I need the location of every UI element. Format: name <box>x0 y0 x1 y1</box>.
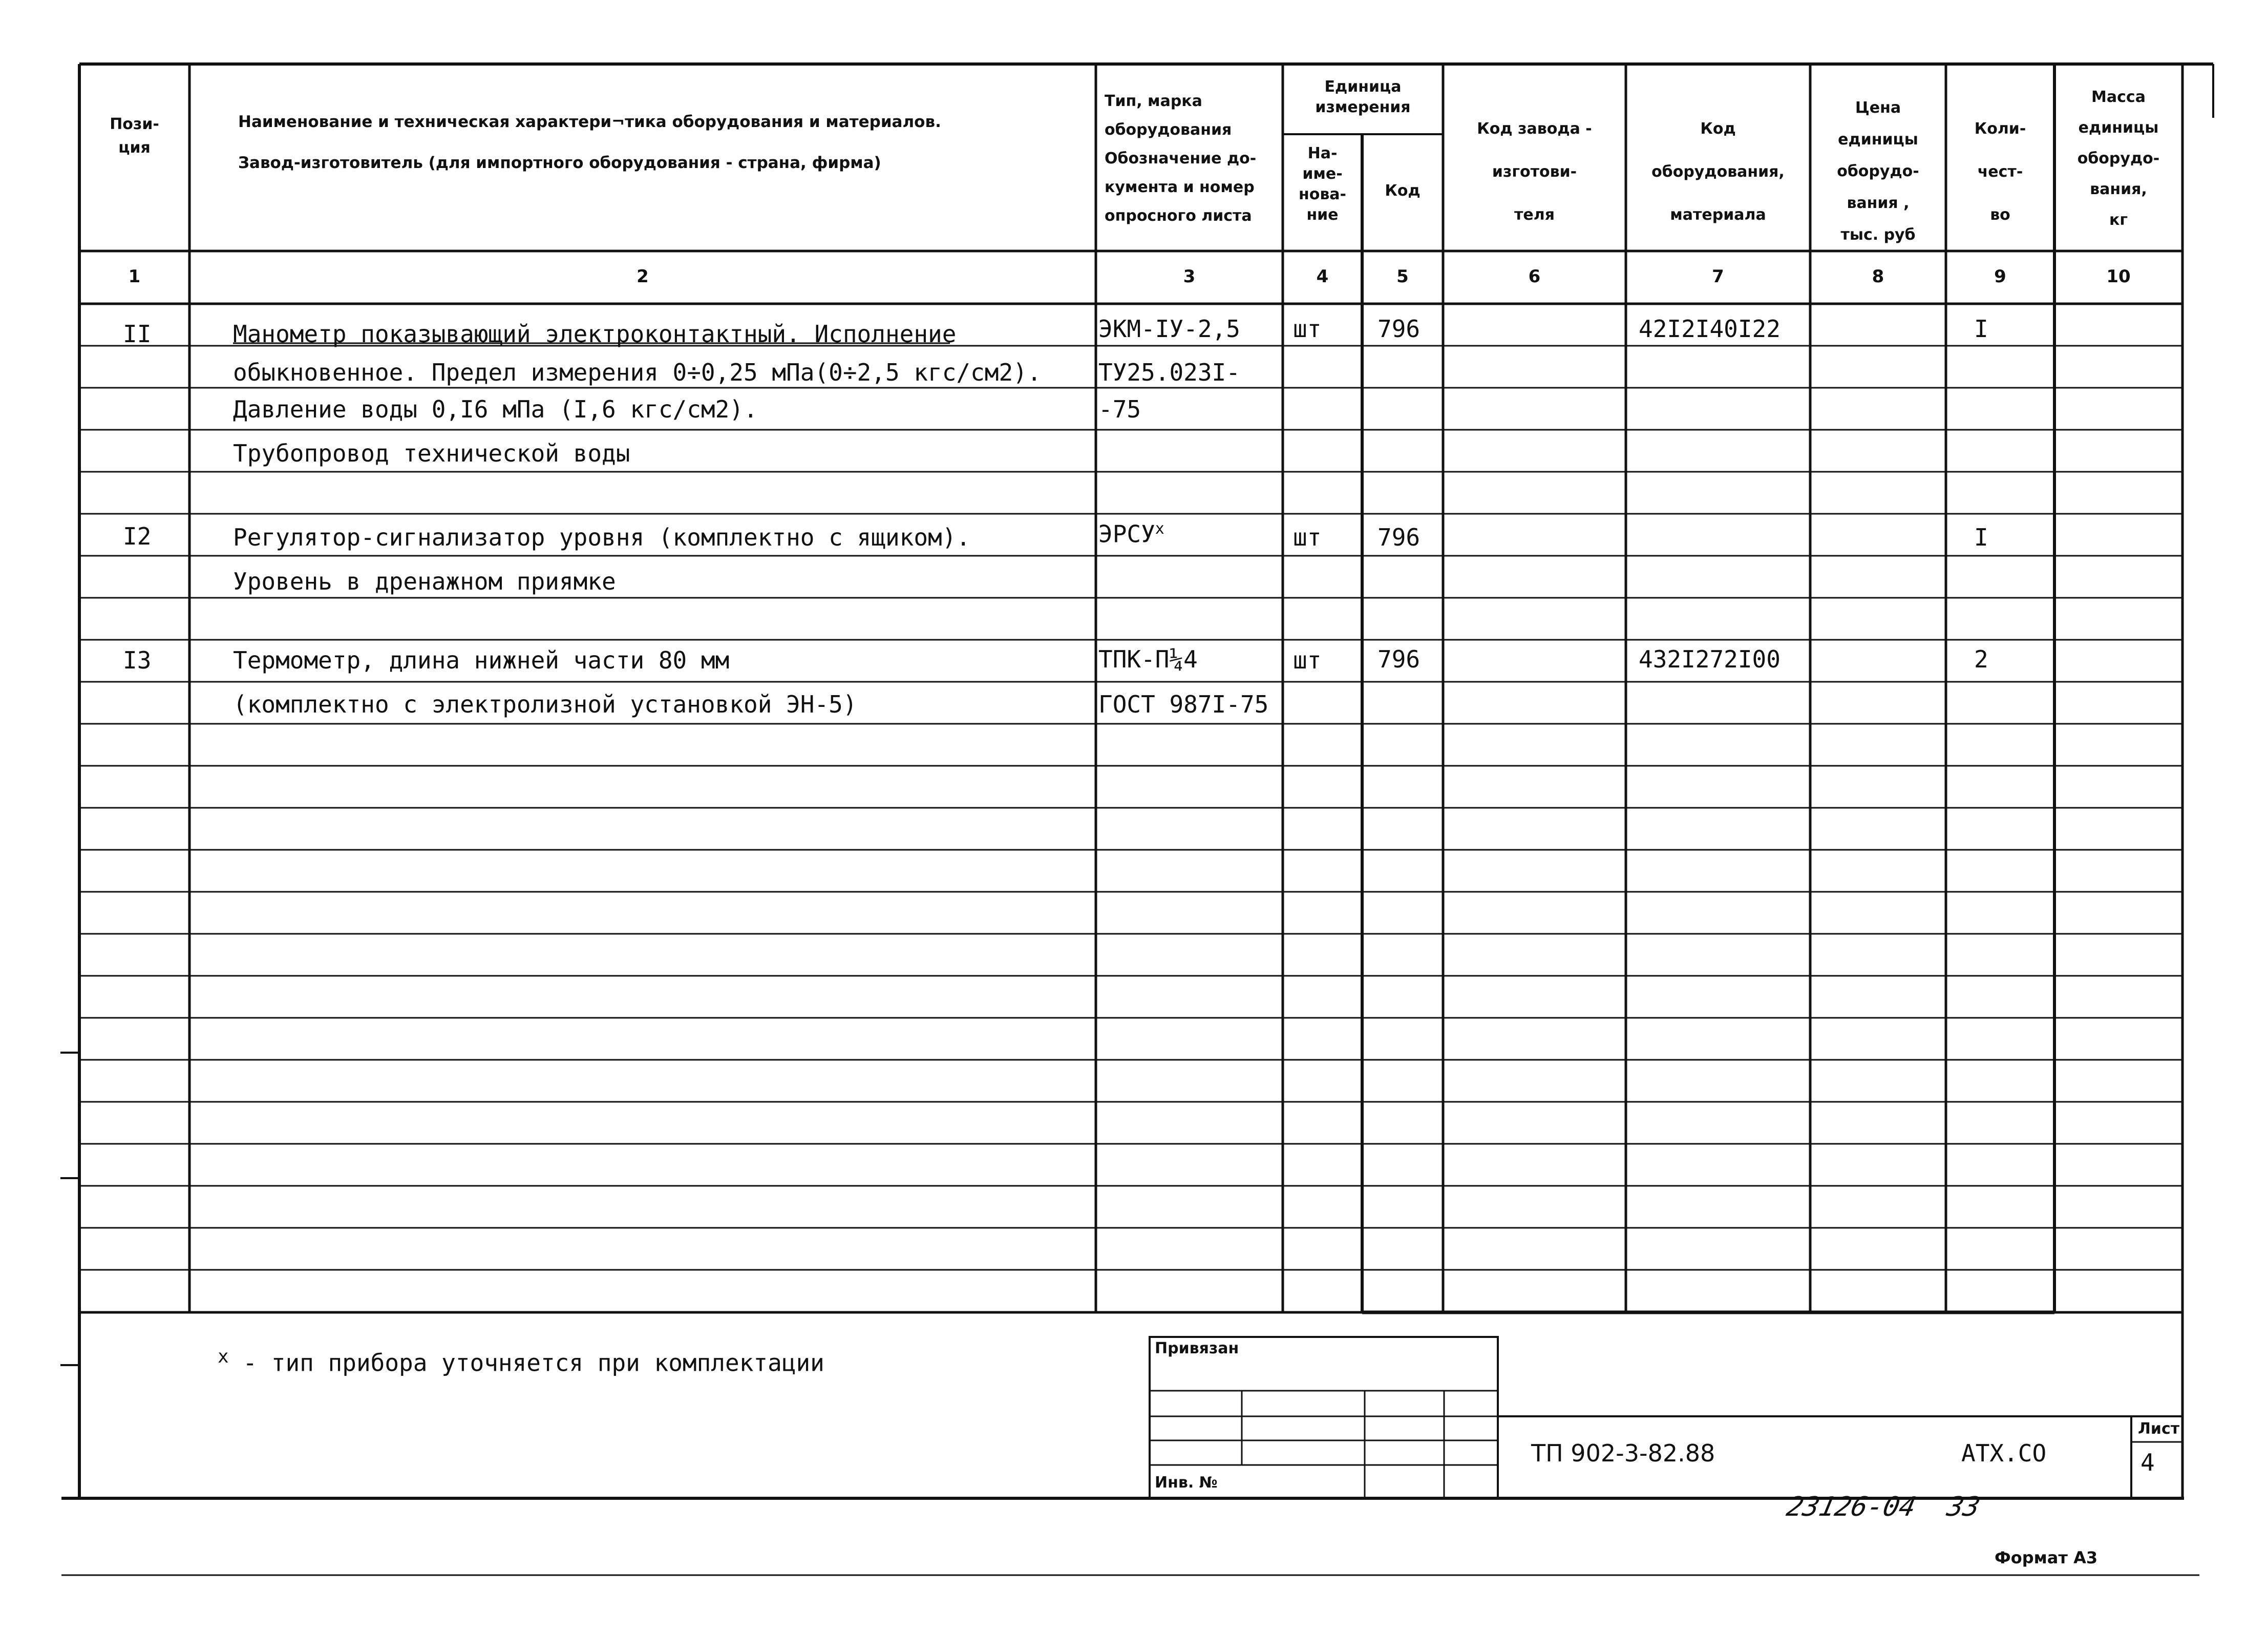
document-code: ТП 902-3-82.88 <box>1531 1439 1715 1467</box>
header-text: опросного листа <box>1105 207 1252 225</box>
header-text: ция <box>118 139 151 157</box>
header-text: Код завода - <box>1477 120 1592 138</box>
column-number: 2 <box>637 266 649 287</box>
header-text: оборудо- <box>1837 162 1919 180</box>
row-position: II <box>123 320 152 348</box>
header-text: име- <box>1302 165 1343 183</box>
row-type: ТПК-П¼4 <box>1098 645 1198 673</box>
header-text: изготови- <box>1492 163 1577 181</box>
column-number: 10 <box>2106 266 2131 287</box>
header-text: вания, <box>2090 180 2147 198</box>
header-text: тыс. руб <box>1840 226 1916 244</box>
header-name <box>238 113 1083 172</box>
column-number: 6 <box>1528 266 1541 287</box>
row-position: I2 <box>123 522 152 550</box>
row-type: ЭКМ-IУ-2,5 <box>1098 315 1240 343</box>
header-text: оборудо- <box>2077 150 2160 168</box>
footnote <box>218 1346 824 1376</box>
header-text: единицы <box>1838 131 1918 149</box>
stamp-inventory-label: Инв. № <box>1155 1474 1218 1492</box>
row-unit-name: шт <box>1293 524 1322 551</box>
footnote-text: - тип прибора уточняется при комплектации <box>243 1349 824 1377</box>
header-text: Масса <box>2091 88 2146 106</box>
row-name: Трубопровод технической воды <box>233 439 630 467</box>
header-plant-code <box>1443 108 1626 237</box>
column-number: 5 <box>1396 266 1409 287</box>
header-text: Единица <box>1324 78 1402 96</box>
row-unit-name: шт <box>1293 315 1322 343</box>
row-type: ТУ25.023I- <box>1098 359 1240 386</box>
header-text: оборудования <box>1105 121 1232 139</box>
format-label: Формат А3 <box>1995 1548 2098 1567</box>
header-mass <box>2054 82 2182 236</box>
archive-number: 23126-04 33 <box>1784 1492 1983 1522</box>
row-unit-code: 796 <box>1377 315 1421 343</box>
header-text: Завод-изготовитель (для импортного оборудования - страна, фирма) <box>238 154 881 172</box>
header-text: кг <box>2109 211 2128 229</box>
header-text: единицы <box>2078 119 2159 137</box>
sheet-number: 4 <box>2140 1449 2155 1476</box>
header-text: Код <box>1385 182 1421 200</box>
row-unit-name: шт <box>1293 646 1322 674</box>
row-name: Манометр показывающий электроконтактный. Исполнение <box>233 320 957 348</box>
row-name: Термометр, длина нижней части 80 мм <box>233 646 730 674</box>
header-unit-group <box>1283 77 1443 118</box>
header-unit-code <box>1362 179 1443 203</box>
header-text: теля <box>1514 206 1555 224</box>
column-number: 4 <box>1316 266 1329 287</box>
stamp-bound-label: Привязан <box>1155 1339 1239 1357</box>
header-price <box>1810 92 1946 251</box>
header-text: Коли- <box>1974 120 2026 138</box>
header-quantity <box>1946 108 2054 237</box>
row-name: Регулятор-сигнализатор уровня (комплектно с ящиком). <box>233 524 971 551</box>
row-quantity: 2 <box>1974 645 1988 673</box>
row-name: Уровень в дренажном приямке <box>233 568 616 595</box>
header-text: Цена <box>1855 99 1901 117</box>
row-type: -75 <box>1098 395 1141 423</box>
row-name: Давление воды 0,I6 мПа (I,6 кгс/см2). <box>233 395 758 423</box>
footnote-mark: x <box>1155 520 1164 538</box>
header-text: На- <box>1307 144 1338 162</box>
row-equipment-code: 432I272I00 <box>1639 645 1781 673</box>
header-text: кумента и номер <box>1105 178 1255 196</box>
header-text: Тип, марка <box>1105 92 1202 110</box>
column-number: 9 <box>1994 266 2006 287</box>
row-equipment-code: 42I2I40I22 <box>1639 315 1781 343</box>
row-type: ГОСТ 987I-75 <box>1098 690 1269 718</box>
header-text: во <box>1990 206 2010 224</box>
column-number: 7 <box>1712 266 1724 287</box>
row-name: обыкновенное. Предел измерения 0÷0,25 мПа(0÷2,5 кгс/см2). <box>233 359 1042 386</box>
header-text: Наименование и техническая характери¬тика оборудования и материалов. <box>238 113 941 131</box>
header-text: Код <box>1700 120 1736 138</box>
column-number: 3 <box>1183 266 1196 287</box>
header-text: вания , <box>1847 194 1910 212</box>
row-type <box>1098 520 1164 548</box>
section-code: АТХ.СО <box>1961 1439 2047 1467</box>
row-position: I3 <box>123 646 152 674</box>
footnote-mark: x <box>218 1346 229 1367</box>
header-type <box>1098 87 1280 231</box>
header-position <box>82 113 187 160</box>
sheet-label: Лист <box>2138 1420 2180 1438</box>
header-text: оборудования, <box>1651 163 1785 181</box>
column-number: 1 <box>128 266 141 287</box>
row-quantity: I <box>1974 315 1988 343</box>
header-equipment-code <box>1626 108 1810 237</box>
header-text: ние <box>1306 206 1339 224</box>
header-text: нова- <box>1298 185 1347 203</box>
row-unit-code: 796 <box>1377 524 1421 551</box>
header-text: материала <box>1670 206 1766 224</box>
row-unit-code: 796 <box>1377 645 1421 673</box>
row-quantity: I <box>1974 524 1988 551</box>
row-name: (комплектно с электролизной установкой ЭН-5) <box>233 690 857 718</box>
header-text: Пози- <box>110 115 159 133</box>
header-text: Обозначение до- <box>1105 150 1257 168</box>
header-unit-name <box>1283 143 1362 225</box>
row-type-text: ЭРСУ <box>1098 520 1155 548</box>
column-number: 8 <box>1872 266 1884 287</box>
header-text: чест- <box>1977 163 2023 181</box>
header-text: измерения <box>1315 98 1411 116</box>
